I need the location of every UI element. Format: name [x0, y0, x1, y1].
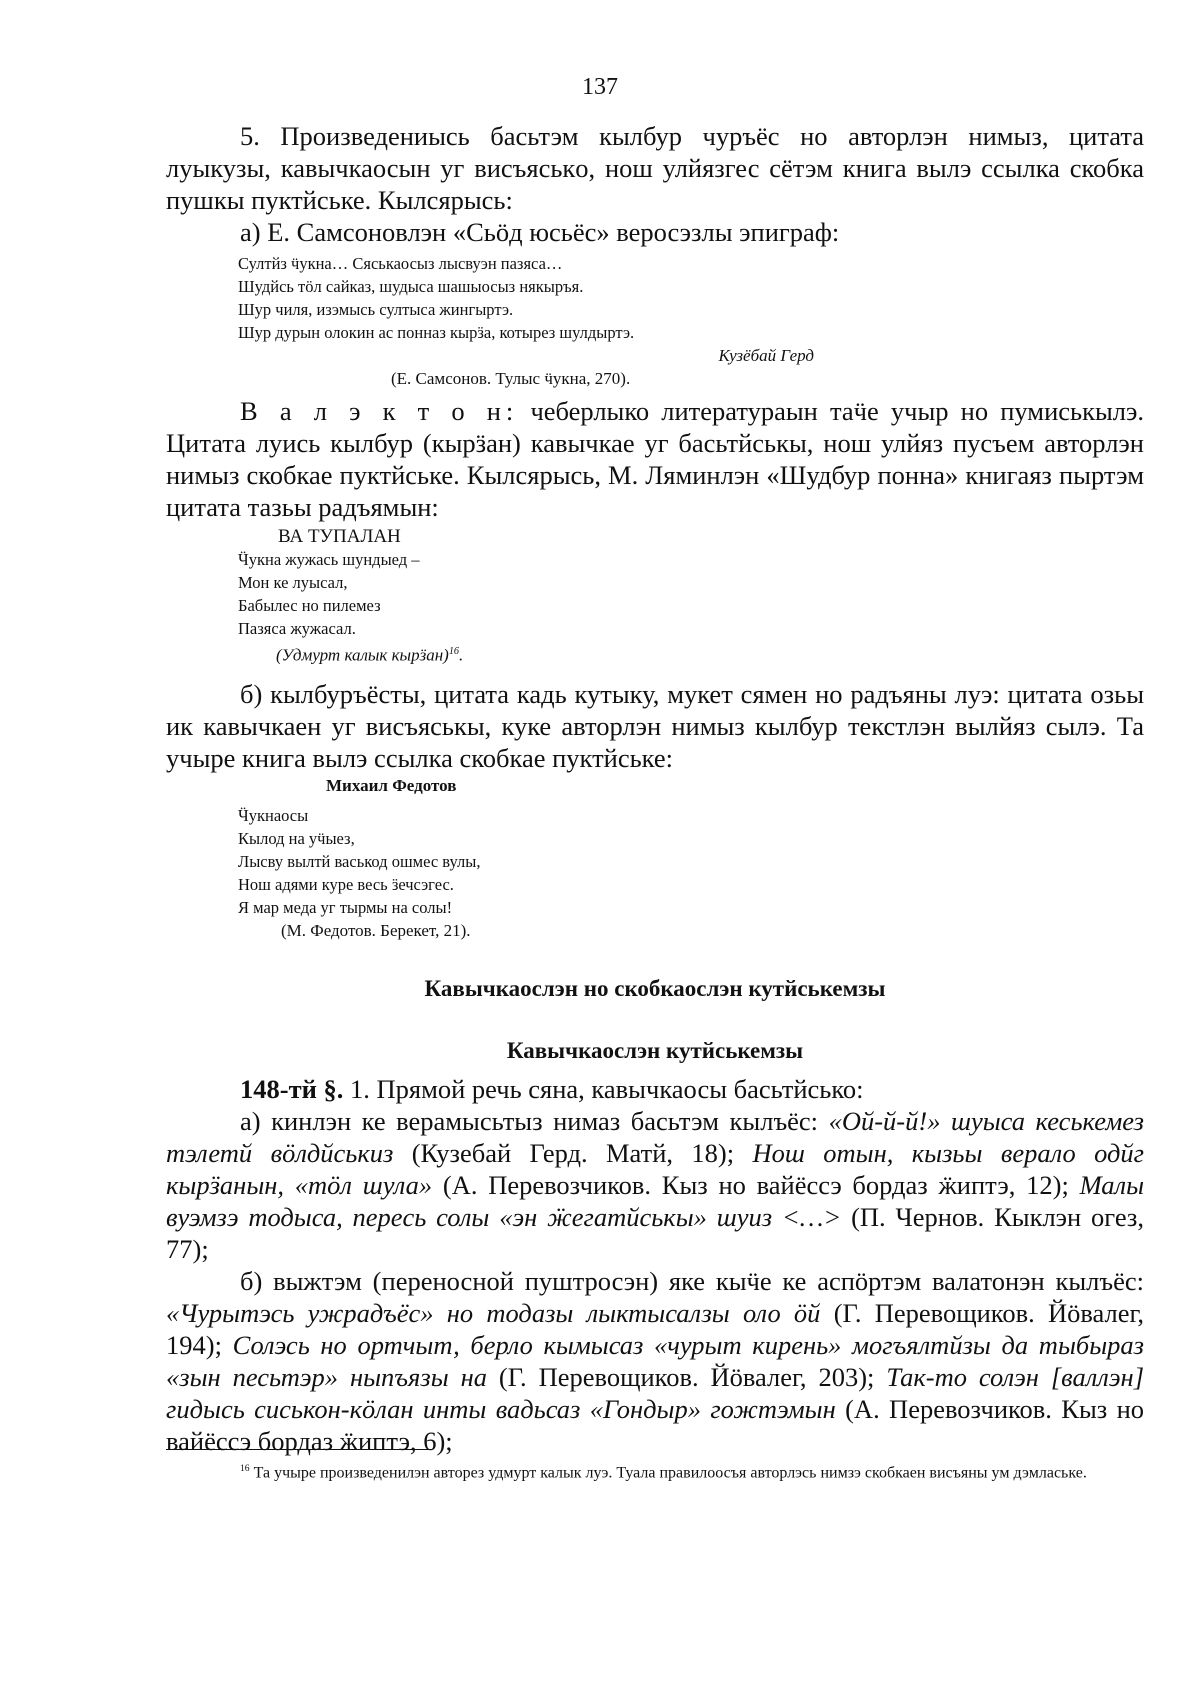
poem-line: Лысву вылтй васькод ошмес вулы,	[238, 851, 481, 871]
poem-author-fedotov: Михаил Федотов	[326, 775, 457, 795]
section-number: 148-тй §.	[240, 1073, 344, 1104]
poem-line: Кылод на уӵыез,	[238, 828, 355, 848]
footnote-number: 16	[240, 1463, 250, 1474]
example-quote: «Чурытэсь ужрадъёс» но тодазы лыктысалзы оло ӧй	[166, 1297, 821, 1328]
footnote-ref[interactable]: 16	[448, 646, 459, 657]
poem-line: Пазяса жужасал.	[238, 619, 356, 638]
page-body	[166, 120, 1144, 1457]
poem-line: Шудйсь тӧл сайказ, шудыса шашыосыз някыръя.	[238, 277, 584, 296]
footnote-divider	[166, 1449, 432, 1450]
poem-line: Шур чиля, изэмысь султыса жингыртэ.	[238, 300, 514, 319]
paragraph-valekton	[166, 395, 1144, 523]
example-source: (Г. Перевощиков. Йӧвалег, 194);	[166, 1297, 1144, 1360]
item-b-figurative	[166, 1265, 1144, 1457]
item-b-lead: б) выжтэм (переносной пуштросэн) яке кыӵе ке аспӧртэм валатонэн кылъёс:	[240, 1265, 1144, 1296]
example-quote: Малы вуэмзэ тодыса, перeсь солы «эн ӝегатйськы» шуиз <…>	[166, 1169, 1145, 1232]
example-quote: Солэсь но ортчыт, берло кымысаз «чурыт кирень» могъялтйзы да тыбыраз «зын песьтэр» ныпъязы на	[166, 1329, 1145, 1392]
poem-va-tupalan	[238, 525, 1144, 640]
example-quote: Нош отын, кызьы верало одйг кырӟанын, «тӧл шула»	[166, 1137, 1145, 1200]
poem-epigraph	[238, 252, 1144, 344]
section-148-intro	[166, 1073, 1144, 1105]
item-a-samsonov: а) Е. Самсоновлэн «Сьӧд юсьёс» веросэзлы эпиграф:	[240, 217, 840, 247]
example-source: (П. Чернов. Кыклэн огез, 77);	[166, 1201, 1144, 1264]
item-b-kylbur: б) кылбуръёсты, цитата кадь кутыку, мукет сямен но радъяны луэ: цитата озьы ик кавычкаен уг висъяськы, куке авторлэн нимыз кылбур текстлэн вылйяз сылэ. Та учыре книга вылэ ссылка скобкае пуктйське:	[166, 678, 1144, 773]
poem-line: Я мар меда уг тырмы на солы!	[238, 897, 453, 917]
footnote-text: Та учыре произведенилэн авторез удмурт калык луэ. Туала правилоосъя авторлэсь нимзэ скобкаен висъяны ум дэмлаське.	[253, 1464, 1087, 1482]
poem-source-folk: (Удмурт калык кырӟан)$^{16}$.	[276, 645, 464, 665]
item-a-lead: а) кинлэн ке верамысьтыз нимаз басьтэм кылъёс:	[240, 1105, 819, 1136]
section-heading: Кавычкаослэн но скобкаослэн кутйськемзы	[424, 975, 886, 1001]
valekton-text: чеберлыко литератураын таӵе учыр но пумиськылэ. Цитата луись кылбур (кырӟан) кавычкае уг басьтйськы, нош улйяз пусъем авторлэн нимыз скобкае пуктйське. Кылсярысь, М. Ляминлэн «Шудбур понна» книгаяз пыртэм цитата тазьы радъямын:	[166, 396, 1144, 522]
poem-line: Бабылес но пилемез	[238, 596, 381, 615]
poem-line: Нош адями куре весь ӟечсэгес.	[238, 874, 454, 894]
valekton-label: В а л э к т о н:	[240, 396, 519, 426]
poem-line: Ӵукнаосы	[238, 805, 309, 825]
poem-line: Ӵукна жужась шундыед –	[238, 550, 420, 569]
example-quote: «Ой-й-й!» шуыса кеськемез тэлетй вӧлдйськиз	[166, 1105, 1145, 1168]
section-intro-text: 1. Прямой речь сяна, кавычкаосы басьтйсько:	[350, 1073, 864, 1104]
example-quote: Так-то солэн [валлэн] гидысь сиськон-кӧлан инты вадьсаз «Гондыр» гожтэмын	[166, 1361, 1145, 1424]
subsection-heading: Кавычкаослэн кутйськемзы	[506, 1037, 804, 1063]
example-source: (Кузебай Герд. Матй, 18);	[411, 1137, 735, 1168]
folk-source-text: (Удмурт калык кырӟан)	[276, 645, 449, 665]
item-a-quotes	[166, 1105, 1144, 1265]
poem-fedotov	[238, 804, 1144, 919]
poem-line: Султйз ӵукна… Сяськаосыз лысвуэн пазяса…	[238, 254, 563, 273]
page-number: 137	[582, 74, 618, 100]
poem-author-gerd: Кузёбай Герд	[718, 346, 814, 365]
paragraph-5: 5. Произведениысь басьтэм кылбур чуръёс но авторлэн нимыз, цитата луыкузы, кавычкаосын уг висъяськo, нош улйязгес сётэм книга вылэ ссылка скобка пушкы пуктйське. Кылсярысь:	[166, 121, 1144, 215]
poem-source-samsonov: (Е. Самсонов. Тулыс ӵукна, 270).	[391, 369, 631, 388]
footnote	[166, 1458, 1144, 1484]
poem-line: Шур дурын олокин ас понназ кырӟа, котырез шулдыртэ.	[238, 323, 635, 342]
poem-source-fedotov: (М. Федотов. Берекет, 21).	[281, 920, 471, 940]
poem-line: Мон ке луысал,	[238, 573, 348, 592]
example-source: (А. Перевозчиков. Кыз но вайёссэ бордаз ӝиптэ, 12);	[442, 1169, 1069, 1200]
poem-title: ВА ТУПАЛАН	[278, 526, 401, 547]
example-source: (А. Перевозчиков. Кыз но вайёссэ бордаз ӝиптэ, 6);	[166, 1393, 1145, 1456]
example-source: (Г. Перевощиков. Йӧвалег, 203);	[498, 1361, 875, 1392]
